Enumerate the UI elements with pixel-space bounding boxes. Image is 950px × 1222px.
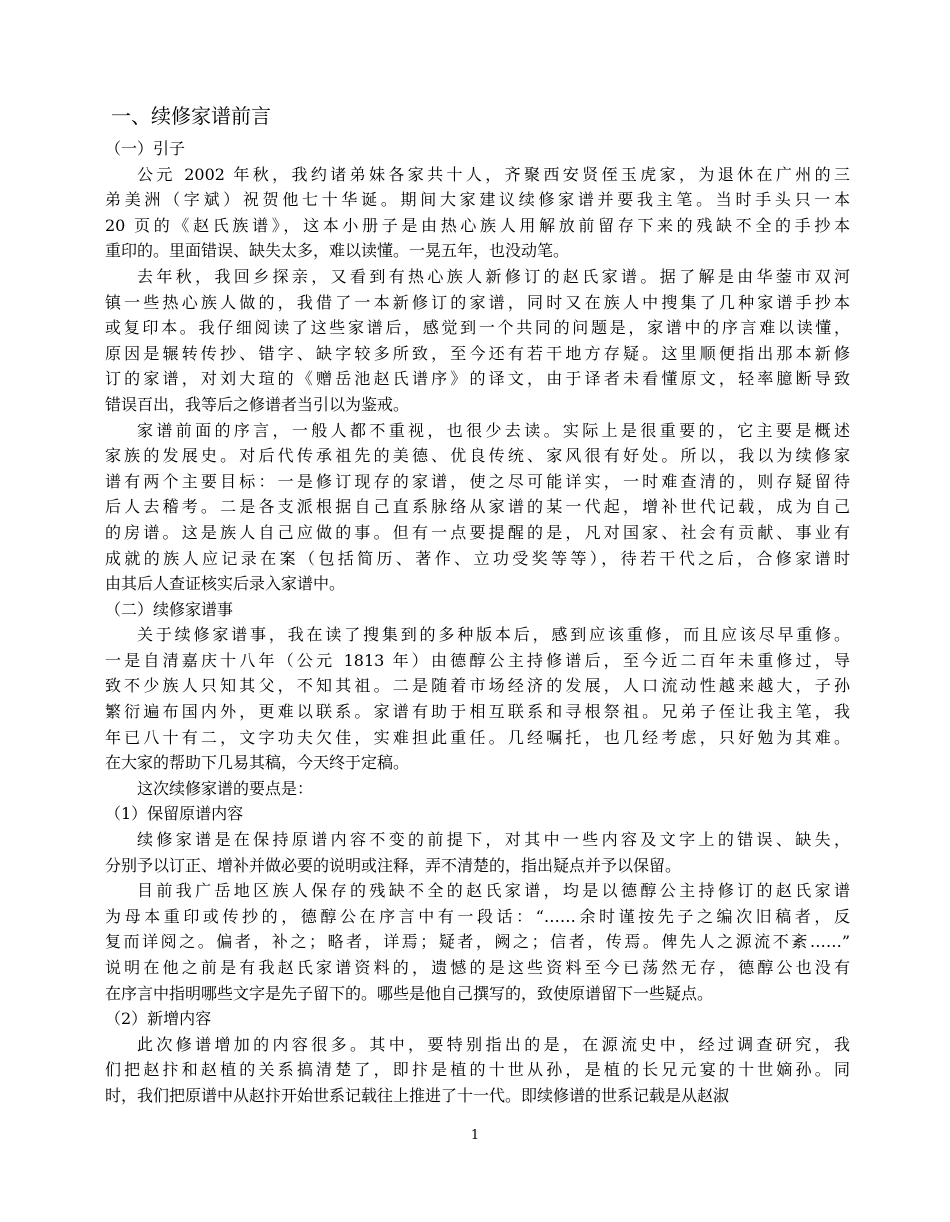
text-line: 们把赵抃和赵植的关系搞清楚了，即抃是植的十世从孙，是植的长兄元宴的十世嫡孙。同 — [105, 1060, 850, 1080]
section-heading: （2）新增内容 — [105, 1009, 212, 1029]
text-line: 去年秋，我回乡探亲，又看到有热心族人新修订的赵氏家谱。据了解是由华蓥市双河 — [137, 266, 850, 286]
text-line: 由其后人查证核实后录入家谱中。 — [105, 574, 346, 594]
paragraph — [105, 827, 850, 878]
text-line: 的房谱。这是族人自己应做的事。但有一点要提醒的是，凡对国家、社会有贡献、事业有 — [105, 522, 850, 542]
section-heading: （二）续修家谱事 — [105, 599, 234, 619]
text-line: 这次续修家谱的要点是： — [137, 778, 314, 798]
text-line: 目前我广岳地区族人保存的残缺不全的赵氏家谱，均是以德醇公主持修订的赵氏家谱 — [137, 881, 850, 901]
text-line: 在大家的帮助下几易其稿，今天终于定稿。 — [105, 753, 410, 773]
text-line: 20 页的《赵氏族谱》，这本小册子是由热心族人用解放前留存下来的残缺不全的手抄本 — [105, 215, 850, 235]
paragraph — [105, 776, 850, 802]
page-title: 一、续修家谱前言 — [111, 104, 271, 128]
text-line: 一是自清嘉庆十八年（公元 1813 年）由德醇公主持修谱后，至今近二百年未重修过，导 — [105, 650, 850, 670]
text-line: 为母本重印或传抄的，德醇公在序言中有一段话：“……余时谨按先子之编次旧稿者，反 — [105, 906, 850, 926]
text-line: 关于续修家谱事，我在读了搜集到的多种版本后，感到应该重修，而且应该尽早重修。 — [137, 625, 850, 645]
text-line: 繁衍遍布国内外，更难以联系。家谱有助于相互联系和寻根祭祖。兄弟子侄让我主笔，我 — [105, 702, 850, 722]
paragraph — [105, 162, 850, 264]
paragraph — [105, 1032, 850, 1109]
paragraph — [105, 418, 850, 597]
paragraph — [105, 264, 850, 418]
text-line: 镇一些热心族人做的，我借了一本新修订的家谱，同时又在族人中搜集了几种家谱手抄本 — [105, 292, 850, 312]
text-line: 此次修谱增加的内容很多。其中，要特别指出的是，在源流史中，经过调查研究，我 — [137, 1034, 850, 1054]
text-line: 重印的。里面错误、缺失太多，难以读懂。一晃五年，也没动笔。 — [105, 241, 570, 261]
paragraph — [105, 878, 850, 1006]
section-heading: （1）保留原谱内容 — [105, 804, 244, 824]
text-line: 复而详阅之。偏者，补之；略者，详焉；疑者，阙之；信者，传焉。俾先人之源流不紊……” — [105, 932, 850, 952]
text-line: 在序言中指明哪些文字是先子留下的。哪些是他自己撰写的，致使原谱留下一些疑点。 — [105, 983, 714, 1003]
page-number: 1 — [470, 1128, 480, 1143]
text-line: 原因是辗转传抄、错字、缺字较多所致，至今还有若干地方存疑。这里顺便指出那本新修 — [105, 343, 850, 363]
text-line: 家族的发展史。对后代传承祖先的美德、优良传统、家风很有好处。所以，我以为续修家 — [105, 446, 850, 466]
text-line: 续修家谱是在保持原谱内容不变的前提下，对其中一些内容及文字上的错误、缺失， — [137, 830, 850, 850]
text-line: 弟美洲（字斌）祝贺他七十华诞。期间大家建议续修家谱并要我主笔。当时手头只一本 — [105, 190, 850, 210]
text-line: 家谱前面的序言，一般人都不重视，也很少去读。实际上是很重要的，它主要是概述 — [137, 420, 850, 440]
paragraph — [105, 622, 850, 776]
text-line: 错误百出，我等后之修谱者当引以为鉴戒。 — [105, 394, 410, 414]
text-line: 致不少族人只知其父，不知其祖。二是随着市场经济的发展，人口流动性越来越大，子孙 — [105, 676, 850, 696]
text-line: 或复印本。我仔细阅读了这些家谱后，感觉到一个共同的问题是，家谱中的序言难以读懂， — [105, 318, 850, 338]
text-line: 订的家谱，对刘大瑄的《赠岳池赵氏谱序》的译文，由于译者未看懂原文，轻率臆断导致 — [105, 369, 850, 389]
document-body — [105, 102, 850, 1109]
text-line: 公元 2002 年秋，我约诸弟妹各家共十人，齐聚西安贤侄玉虎家，为退休在广州的三 — [137, 164, 850, 184]
text-line: 谱有两个主要目标：一是修订现存的家谱，使之尽可能详实，一时难查清的，则存疑留待 — [105, 471, 850, 491]
text-line: 后人去稽考。二是各支派根据自己直系脉络从家谱的某一代起，增补世代记载，成为自己 — [105, 497, 850, 517]
text-line: 分别予以订正、增补并做必要的说明或注释，弄不清楚的，指出疑点并予以保留。 — [105, 855, 682, 875]
text-line: 成就的族人应记录在案（包括简历、著作、立功受奖等等），待若干代之后，合修家谱时 — [105, 548, 850, 568]
text-line: 说明在他之前是有我赵氏家谱资料的，遗憾的是这些资料至今已荡然无存，德醇公也没有 — [105, 958, 850, 977]
text-line: 时，我们把原谱中从赵抃开始世系记载往上推进了十一代。即续修谱的世系记载是从赵淑 — [105, 1085, 730, 1105]
section-heading: （一）引子 — [105, 139, 186, 158]
text-line: 年已八十有二，文字功夫欠佳，实难担此重任。几经嘱托，也几经考虑，只好勉为其难。 — [105, 727, 850, 747]
